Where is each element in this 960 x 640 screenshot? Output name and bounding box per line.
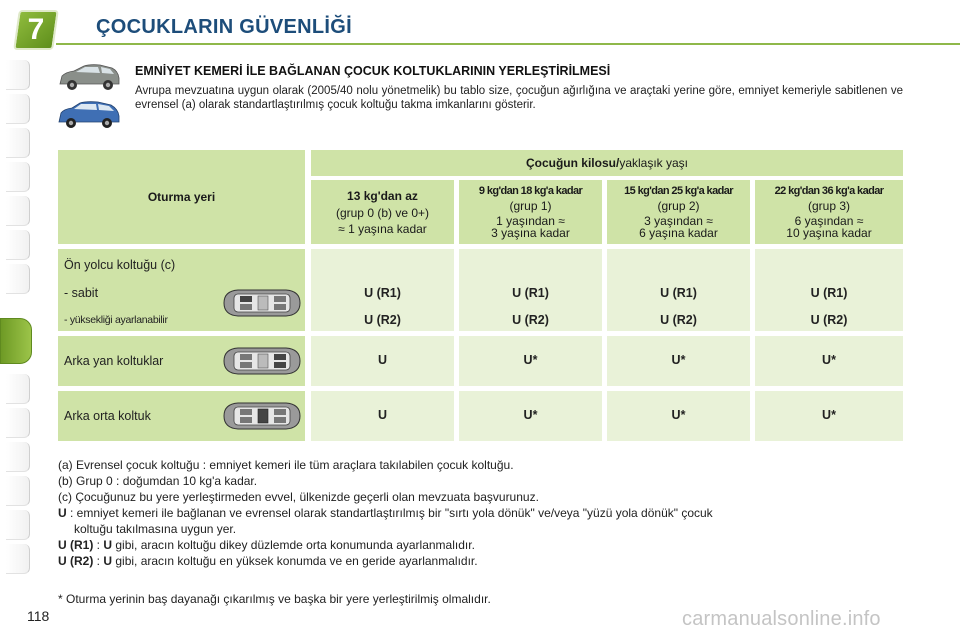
chapter-tab[interactable] bbox=[6, 510, 30, 540]
value-adjustable: U (R2) bbox=[810, 313, 848, 327]
note-u bbox=[58, 505, 904, 521]
value-fixed: U (R1) bbox=[660, 286, 697, 300]
note-a: (a) Evrensel çocuk koltuğu : emniyet kemeri ile tüm araçlara takılabilen çocuk koltuğu. bbox=[58, 458, 514, 472]
column-group: (grup 0 (b) ve 0+) bbox=[335, 205, 430, 220]
cell-rear-middle-group0 bbox=[311, 391, 454, 441]
car-blue-icon bbox=[56, 100, 122, 132]
column-age: 1 yaşından ≈ bbox=[496, 214, 565, 228]
cell-front-group2 bbox=[607, 249, 750, 331]
row-sublabel-adjustable: - yüksekliği ayarlanabilir bbox=[64, 314, 168, 326]
chapter-tab[interactable] bbox=[6, 264, 30, 294]
column-header-group1 bbox=[459, 180, 602, 244]
header-divider bbox=[56, 43, 960, 45]
cell-rear-middle-group2 bbox=[607, 391, 750, 441]
chapter-tab[interactable] bbox=[6, 230, 30, 260]
row-label: Arka orta koltuk bbox=[64, 409, 151, 423]
note-c: (c) Çocuğunuz bu yere yerleştirmeden evvel, ülkenizde geçerli olan mevzuata başvurunuz. bbox=[58, 490, 539, 504]
intro-paragraph: Avrupa mevzuatına uygun olarak (2005/40 nolu yönetmelik) bu tablo size, çocuğun ağırlığına ve araçtaki yerine göre, emniyet kemeriyle sabitlenen ve evrensel (a) olarak standartlaştırılmış çocuk koltuğu takma imkanlarını gösterir. bbox=[135, 85, 903, 111]
car-seat-front-icon bbox=[220, 285, 304, 321]
chapter-number: 7 bbox=[27, 13, 45, 46]
column-age: 3 yaşına kadar bbox=[491, 226, 570, 240]
value: U* bbox=[671, 353, 686, 367]
note-u-text: : emniyet kemeri ile bağlanan ve evrensel olarak standartlaştırılmış bir "sırtı yola dönük" ve/veya "yüzü yola dönük" çocuk bbox=[66, 506, 713, 520]
section-title: EMNİYET KEMERİ İLE BAĞLANAN ÇOCUK KOLTUKLARININ YERLEŞTİRİLMESİ bbox=[135, 64, 611, 78]
note-u-text-2: koltuğu takılmasına uygun yer. bbox=[74, 522, 237, 536]
page-number: 118 bbox=[27, 608, 50, 624]
column-header-group2 bbox=[607, 180, 750, 244]
column-age: 10 yaşına kadar bbox=[786, 226, 872, 240]
row-label: Ön yolcu koltuğu (c) bbox=[64, 258, 176, 272]
note-r2-text: gibi, aracın koltuğu en yüksek konumda ve en geride ayarlanmalıdır. bbox=[112, 554, 478, 568]
cell-front-group1 bbox=[459, 249, 602, 331]
cell-rear-side-group2 bbox=[607, 336, 750, 386]
chapter-tab[interactable] bbox=[6, 196, 30, 226]
weight-header-rest: yaklaşık yaşı bbox=[619, 156, 689, 170]
value-adjustable: U (R2) bbox=[660, 313, 697, 327]
seat-header-cell bbox=[58, 150, 305, 244]
cell-rear-middle-group3 bbox=[755, 391, 903, 441]
seat-header: Oturma yeri bbox=[147, 190, 216, 204]
note-r2-key: U (R2) bbox=[58, 554, 94, 568]
cell-front-group3 bbox=[755, 249, 903, 331]
note-u-key: U bbox=[58, 506, 67, 520]
value: U* bbox=[822, 353, 836, 367]
note-r2 bbox=[58, 553, 904, 569]
car-gray-icon bbox=[56, 62, 122, 94]
row-label-cell-front bbox=[58, 249, 305, 331]
chapter-tab[interactable] bbox=[6, 374, 30, 404]
column-age: 6 yaşına kadar bbox=[639, 226, 718, 240]
chapter-tab[interactable] bbox=[6, 544, 30, 574]
chapter-tab[interactable] bbox=[6, 162, 30, 192]
chapter-tab[interactable] bbox=[6, 442, 30, 472]
column-age: 3 yaşından ≈ bbox=[644, 214, 713, 228]
cell-rear-middle-group1 bbox=[459, 391, 602, 441]
column-header-group0 bbox=[311, 180, 454, 244]
value: U* bbox=[822, 408, 836, 422]
row-label-cell-rear-middle bbox=[58, 391, 305, 441]
watermark: carmanualsonline.info bbox=[682, 608, 881, 630]
chapter-tab[interactable] bbox=[6, 60, 30, 90]
value: U* bbox=[523, 408, 538, 422]
chapter-tab[interactable] bbox=[6, 94, 30, 124]
value-fixed: U (R1) bbox=[364, 286, 401, 300]
note-r1-text: gibi, aracın koltuğu dikey düzlemde orta konumunda ayarlanmalıdır. bbox=[112, 538, 475, 552]
column-group: (grup 3) bbox=[807, 199, 851, 213]
column-age: ≈ 1 yaşına kadar bbox=[338, 221, 427, 236]
note-r1-u: U bbox=[103, 538, 113, 552]
note-r1 bbox=[58, 537, 904, 553]
weight-header-bold: Çocuğun kilosu/ bbox=[525, 156, 620, 170]
row-sublabel-fixed: - sabit bbox=[64, 286, 99, 300]
notes-block bbox=[58, 457, 904, 569]
cell-front-group0 bbox=[311, 249, 454, 331]
weight-header-cell bbox=[311, 150, 903, 176]
column-group: (grup 1) bbox=[509, 199, 552, 213]
row-label: Arka yan koltuklar bbox=[64, 354, 164, 368]
chapter-tab-strip bbox=[0, 60, 34, 580]
row-label-cell-rear-side bbox=[58, 336, 305, 386]
car-seat-rear-middle-icon bbox=[220, 398, 304, 434]
column-group: (grup 2) bbox=[657, 199, 700, 213]
footnote: * Oturma yerinin baş dayanağı çıkarılmış ve başka bir yere yerleştirilmiş olmalıdır. bbox=[58, 592, 491, 606]
note-r2-sep: : bbox=[93, 554, 104, 568]
note-r1-sep: : bbox=[93, 538, 104, 552]
value-adjustable: U (R2) bbox=[364, 313, 401, 327]
column-age: 6 yaşından ≈ bbox=[794, 214, 864, 228]
column-weight: 15 kg'dan 25 kg'a kadar bbox=[624, 185, 733, 197]
chapter-tab[interactable] bbox=[6, 128, 30, 158]
cell-rear-side-group1 bbox=[459, 336, 602, 386]
value-fixed: U (R1) bbox=[810, 286, 848, 300]
note-r2-u: U bbox=[103, 554, 113, 568]
chapter-tab[interactable] bbox=[6, 476, 30, 506]
value: U* bbox=[523, 353, 538, 367]
chapter-tab-active[interactable] bbox=[0, 318, 32, 364]
cell-rear-side-group0 bbox=[311, 336, 454, 386]
value: U* bbox=[671, 408, 686, 422]
chapter-tab[interactable] bbox=[6, 408, 30, 438]
value-adjustable: U (R2) bbox=[512, 313, 549, 327]
page-title: ÇOCUKLARIN GÜVENLİĞİ bbox=[96, 16, 352, 38]
note-r1-key: U (R1) bbox=[58, 538, 94, 552]
column-weight: 9 kg'dan 18 kg'a kadar bbox=[478, 185, 583, 197]
value: U bbox=[377, 353, 388, 367]
value-fixed: U (R1) bbox=[512, 286, 549, 300]
note-b: (b) Grup 0 : doğumdan 10 kg'a kadar. bbox=[58, 474, 258, 488]
column-weight: 22 kg'dan 36 kg'a kadar bbox=[774, 185, 884, 197]
value: U bbox=[377, 408, 388, 422]
column-weight: 13 kg'dan az bbox=[347, 188, 418, 203]
column-header-group3 bbox=[755, 180, 903, 244]
cell-rear-side-group3 bbox=[755, 336, 903, 386]
car-seat-rear-side-icon bbox=[220, 343, 304, 379]
